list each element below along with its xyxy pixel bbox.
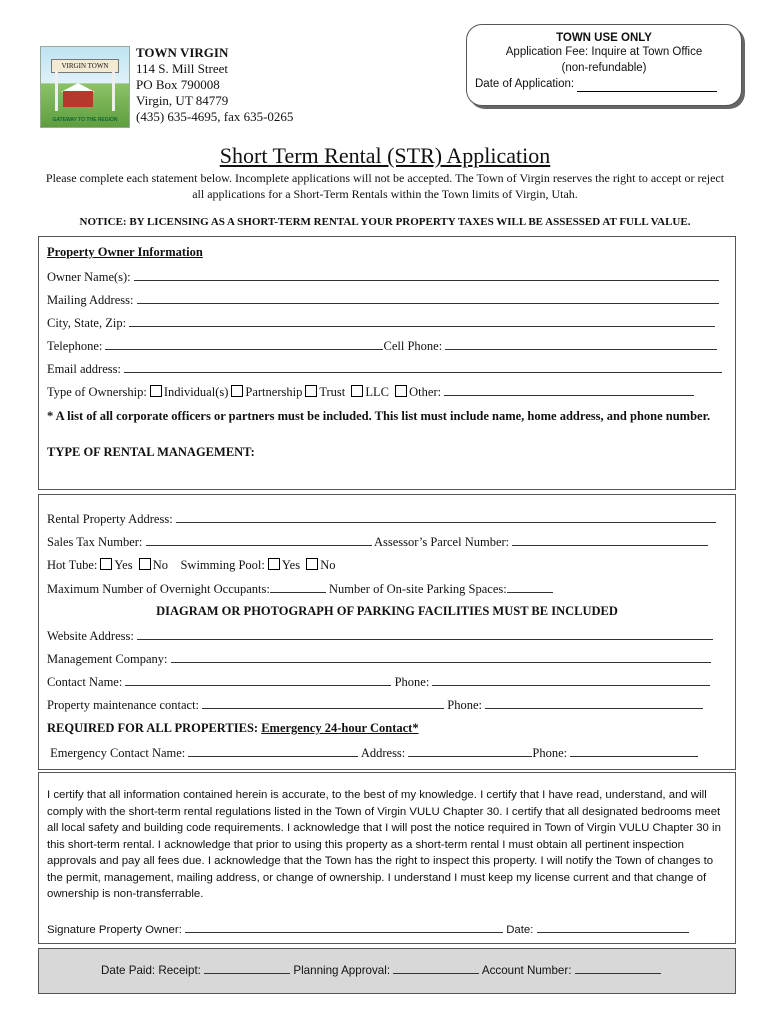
planning-approval-field[interactable] <box>393 962 479 974</box>
mailing-address-field[interactable] <box>137 292 719 304</box>
emergency-contact-heading: Emergency 24-hour Contact* <box>261 721 419 735</box>
ownership-type-label: Type of Ownership: <box>47 385 147 399</box>
contact-name-label: Contact Name: <box>47 675 123 689</box>
owner-names-field[interactable] <box>134 269 719 281</box>
partnership-option-label: Partnership <box>245 385 303 399</box>
office-use-bar <box>38 948 736 994</box>
occupants-label: Maximum Number of Overnight Occupants: <box>47 582 270 596</box>
emergency-address-field[interactable] <box>408 745 532 757</box>
pool-label: Swimming Pool: <box>180 558 265 572</box>
logo-post-left <box>55 71 58 111</box>
receipt-field[interactable] <box>204 962 290 974</box>
parking-diagram-note: DIAGRAM OR PHOTOGRAPH OF PARKING FACILITIES MUST BE INCLUDED <box>156 604 618 618</box>
other-option-label: Other: <box>409 385 442 399</box>
signature-field[interactable] <box>185 921 503 933</box>
owner-heading: Property Owner Information <box>47 245 203 259</box>
other-checkbox[interactable] <box>395 385 407 397</box>
emergency-name-label: Emergency Contact Name: <box>50 746 186 760</box>
logo-sign: VIRGIN TOWN <box>51 59 119 73</box>
rental-address-field[interactable] <box>176 511 716 523</box>
contact-name-field[interactable] <box>125 674 391 686</box>
address-line: 114 S. Mill Street <box>136 61 228 76</box>
hot-tub-yes-label: Yes <box>114 558 133 572</box>
logo-house-icon <box>63 91 93 107</box>
individual-option-label: Individual(s) <box>163 385 229 399</box>
occupants-field[interactable] <box>270 581 326 593</box>
logo-post-right <box>112 71 115 111</box>
maintenance-contact-label: Property maintenance contact: <box>47 698 200 712</box>
pool-no-checkbox[interactable] <box>306 558 318 570</box>
application-date-row <box>467 76 741 92</box>
emergency-phone-label: Phone: <box>532 746 568 760</box>
email-field[interactable] <box>124 361 722 373</box>
partnership-checkbox[interactable] <box>231 385 243 397</box>
individual-checkbox[interactable] <box>150 385 162 397</box>
property-info-section <box>38 494 736 770</box>
logo-tagline: GATEWAY TO THE REGION <box>52 117 118 123</box>
emergency-address-label: Address: <box>360 746 406 760</box>
llc-option-label: LLC <box>365 385 390 399</box>
town-name: TOWN VIRGIN <box>136 45 229 60</box>
cell-phone-field[interactable] <box>445 338 717 350</box>
date-paid-label: Date Paid: Receipt: <box>101 964 201 977</box>
telephone-label: Telephone: <box>47 339 103 353</box>
parcel-number-label: Assessor’s Parcel Number: <box>373 535 510 549</box>
emergency-phone-field[interactable] <box>570 745 698 757</box>
parking-field[interactable] <box>507 581 553 593</box>
signature-label: Signature Property Owner: <box>47 924 182 936</box>
account-number-label: Account Number: <box>481 964 572 977</box>
website-label: Website Address: <box>47 629 134 643</box>
fee-note: (non-refundable) <box>561 62 647 74</box>
address-line: (435) 635-4695, fax 635-0265 <box>136 109 294 124</box>
hot-tub-no-checkbox[interactable] <box>139 558 151 570</box>
maintenance-phone-label: Phone: <box>447 698 483 712</box>
contact-phone-field[interactable] <box>432 674 710 686</box>
address-line: Virgin, UT 84779 <box>136 93 229 108</box>
parking-label: Number of On-site Parking Spaces: <box>329 582 507 596</box>
intro-text: Please complete each statement below. Incomplete applications will not be accepted. The Town of Virgin reserves the right to accept or reject all applications for a Short-Term Rentals within the Town limits of Virgin, Utah. <box>45 171 725 201</box>
city-state-zip-label: City, State, Zip: <box>47 316 127 330</box>
pool-no-label: No <box>320 558 336 572</box>
fee-line: Application Fee: Inquire at Town Office <box>505 46 703 58</box>
management-company-field[interactable] <box>171 651 711 663</box>
town-logo <box>40 46 130 128</box>
other-ownership-field[interactable] <box>444 384 694 396</box>
sales-tax-field[interactable] <box>146 534 372 546</box>
signature-date-label: Date: <box>506 924 534 936</box>
corporate-officers-note: * A list of all corporate officers or partners must be included. This list must include name, home address, and phone number. <box>47 409 711 423</box>
telephone-field[interactable] <box>105 338 383 350</box>
emergency-name-field[interactable] <box>188 745 358 757</box>
mailing-address-label: Mailing Address: <box>47 293 134 307</box>
account-number-field[interactable] <box>575 962 661 974</box>
llc-checkbox[interactable] <box>351 385 363 397</box>
contact-phone-label: Phone: <box>394 675 430 689</box>
owner-names-label: Owner Name(s): <box>47 270 131 284</box>
required-heading: REQUIRED FOR ALL PROPERTIES: <box>47 721 259 735</box>
tax-notice: NOTICE: BY LICENSING AS A SHORT-TERM RENTAL YOUR PROPERTY TAXES WILL BE ASSESSED AT FULL VALUE. <box>79 216 691 228</box>
sales-tax-label: Sales Tax Number: <box>47 535 143 549</box>
website-field[interactable] <box>137 628 713 640</box>
pool-yes-checkbox[interactable] <box>268 558 280 570</box>
email-label: Email address: <box>47 362 121 376</box>
maintenance-phone-field[interactable] <box>485 697 703 709</box>
town-use-only-box <box>466 24 742 106</box>
signature-date-field[interactable] <box>537 921 689 933</box>
application-date-label: Date of Application: <box>475 78 575 90</box>
city-state-zip-field[interactable] <box>129 315 715 327</box>
parcel-number-field[interactable] <box>512 534 708 546</box>
cell-phone-label: Cell Phone: <box>383 339 443 353</box>
certification-section <box>38 772 736 944</box>
address-line: PO Box 790008 <box>136 77 220 92</box>
management-company-label: Management Company: <box>47 652 168 666</box>
rental-address-label: Rental Property Address: <box>47 512 173 526</box>
planning-approval-label: Planning Approval: <box>293 964 391 977</box>
town-address-block <box>136 45 293 125</box>
hot-tub-label: Hot Tube: <box>47 558 98 572</box>
certification-text: I certify that all information contained herein is accurate, to the best of my knowledge. I certify that I have read, understand, and will comply with the short-term rental regulations listed in the Town of Virgin VULU Chapter 30. I certify that all designated bedrooms meet all local safety and building code requirements. I acknowledge that I will post the notice required in Town of Virgin VULU Chapter 30 in this short-term rental. I acknowledge that prior to using this property as a short-term rental I must obtain all pertinent inspection approvals and pay all fees due. I acknowledge that the Town has the right to inspect this property. I will notify the Town of changes to the permit, management, mailing address, or change of ownership. I understand I must keep my license current and that change of ownership is non-transferrable. <box>47 789 721 900</box>
owner-info-section <box>38 236 736 490</box>
trust-checkbox[interactable] <box>305 385 317 397</box>
hot-tub-yes-checkbox[interactable] <box>100 558 112 570</box>
maintenance-contact-field[interactable] <box>202 697 444 709</box>
pool-yes-label: Yes <box>281 558 301 572</box>
trust-option-label: Trust <box>319 385 346 399</box>
town-use-title: TOWN USE ONLY <box>556 32 652 44</box>
rental-management-heading: TYPE OF RENTAL MANAGEMENT: <box>47 445 255 459</box>
hot-tub-no-label: No <box>152 558 168 572</box>
application-date-field[interactable] <box>577 79 717 92</box>
page-title: Short Term Rental (STR) Application <box>219 143 551 168</box>
